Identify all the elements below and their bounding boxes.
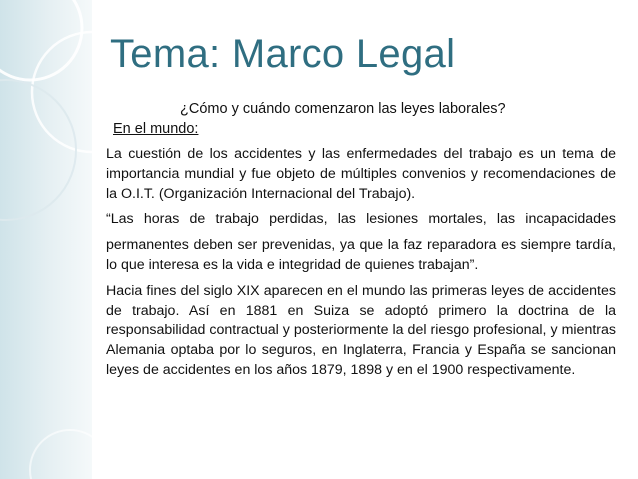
slide-title: Tema: Marco Legal <box>110 32 456 76</box>
section-subheading: En el mundo: <box>113 121 199 137</box>
paragraph-oit: La cuestión de los accidentes y las enfermedades del trabajo es un tema de importancia mundial y fue objeto de múltiples convenios y recomendaciones de la O.I.T. (Organización Internacional del Trabajo). <box>106 146 616 202</box>
paragraph-quote-end: permanentes deben ser prevenidas, ya que la faz reparadora es siempre tardía, lo que interesa es la vida e integridad de quienes trabajan”. <box>106 237 616 273</box>
body-text <box>106 145 616 387</box>
paragraph-history: Hacia fines del siglo XIX aparecen en el mundo las primeras leyes de accidentes de trabajo. Así en 1881 en Suiza se adoptó primero la doctrina de la responsabilidad contractual y posteriormente la del riesgo profesional, y mientras Alemania optaba por lo seguros, en Inglaterra, Francia y España se sancionan leyes de accidentes en los años 1879, 1898 y en el 1900 respectivamente. <box>106 282 616 378</box>
paragraph-quote-start: “Las horas de trabajo perdidas, las lesiones mortales, las incapacidades <box>106 211 616 228</box>
question-heading: ¿Cómo y cuándo comenzaron las leyes laborales? <box>180 101 506 117</box>
